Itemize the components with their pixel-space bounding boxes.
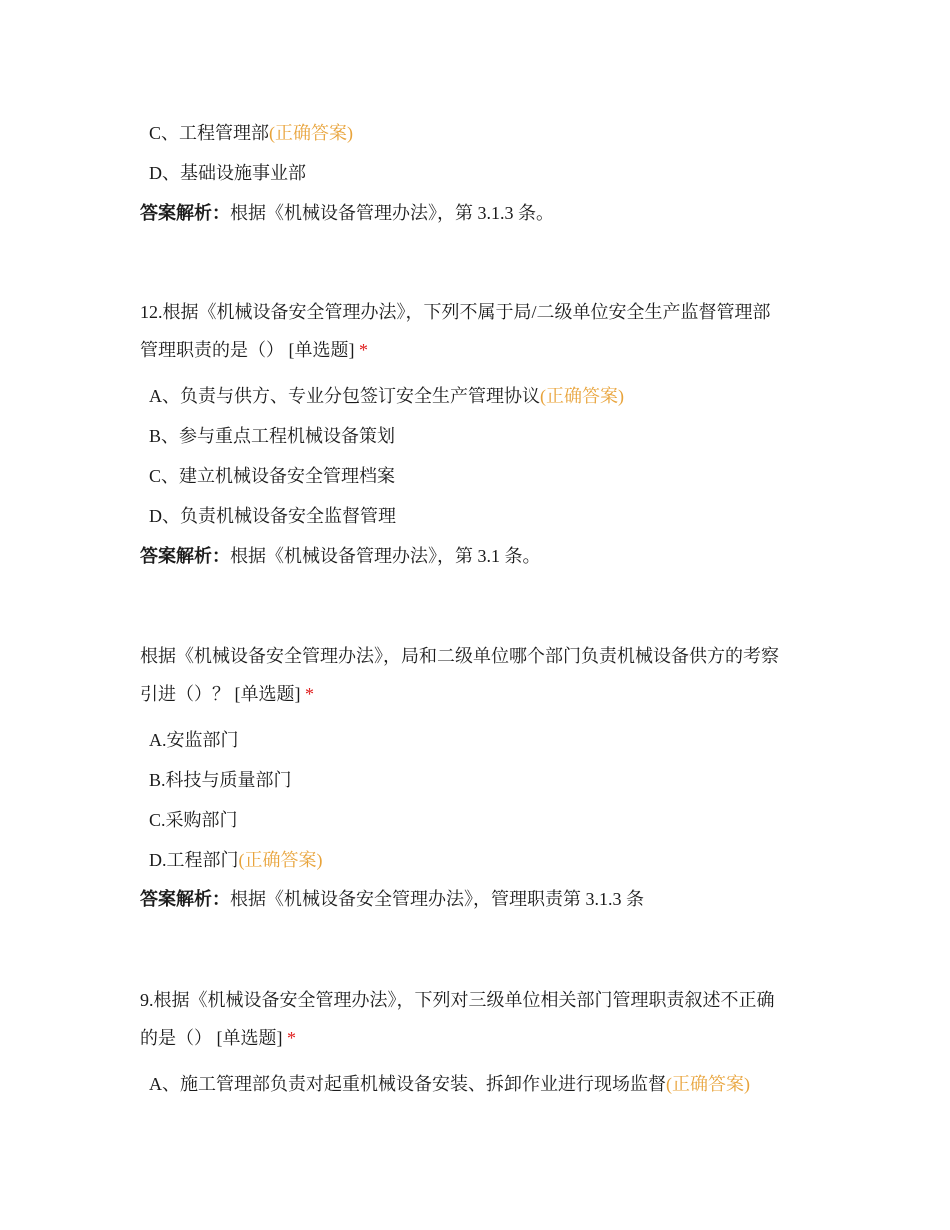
option-d: D.工程部门(正确答案) <box>149 850 323 870</box>
option-a: A、施工管理部负责对起重机械设备安装、拆卸作业进行现场监督(正确答案) <box>149 1074 750 1094</box>
option-c: C、工程管理部(正确答案) <box>149 123 354 143</box>
answer-explanation: 答案解析：根据《机械设备安全管理办法》，管理职责第 3.1.3 条 <box>140 889 644 909</box>
required-mark: * <box>287 1028 296 1048</box>
correct-answer-mark: (正确答案) <box>540 386 624 406</box>
question-title-cont: 的是（） [单选题] * <box>140 1028 296 1048</box>
answer-explanation: 答案解析：根据《机械设备管理办法》，第 3.1.3 条。 <box>140 203 554 223</box>
option-d: D、负责机械设备安全监督管理 <box>149 506 396 526</box>
correct-answer-mark: (正确答案) <box>269 123 354 143</box>
question-title: 9.根据《机械设备安全管理办法》，下列对三级单位相关部门管理职责叙述不正确 <box>140 990 775 1010</box>
question-title-cont: 引进（）？ [单选题] * <box>140 684 314 704</box>
option-d: D、基础设施事业部 <box>149 163 306 183</box>
question-title-cont: 管理职责的是（） [单选题] * <box>140 340 368 360</box>
option-a: A.安监部门 <box>149 730 239 750</box>
option-c: C.采购部门 <box>149 810 238 830</box>
required-mark: * <box>359 340 368 360</box>
option-b: B.科技与质量部门 <box>149 770 292 790</box>
answer-explanation: 答案解析：根据《机械设备管理办法》，第 3.1 条。 <box>140 546 541 566</box>
question-title: 根据《机械设备安全管理办法》，局和二级单位哪个部门负责机械设备供方的考察 <box>140 646 779 666</box>
explanation-label: 答案解析： <box>140 546 230 566</box>
question-title: 12.根据《机械设备安全管理办法》，下列不属于局/二级单位安全生产监督管理部 <box>140 302 771 322</box>
explanation-label: 答案解析： <box>140 203 230 223</box>
correct-answer-mark: (正确答案) <box>238 850 323 870</box>
option-b: B、参与重点工程机械设备策划 <box>149 426 396 446</box>
explanation-label: 答案解析： <box>140 889 230 909</box>
option-c: C、建立机械设备安全管理档案 <box>149 466 396 486</box>
required-mark: * <box>305 684 314 704</box>
option-a: A、负责与供方、专业分包签订安全生产管理协议(正确答案) <box>149 386 624 406</box>
correct-answer-mark: (正确答案) <box>666 1074 750 1094</box>
